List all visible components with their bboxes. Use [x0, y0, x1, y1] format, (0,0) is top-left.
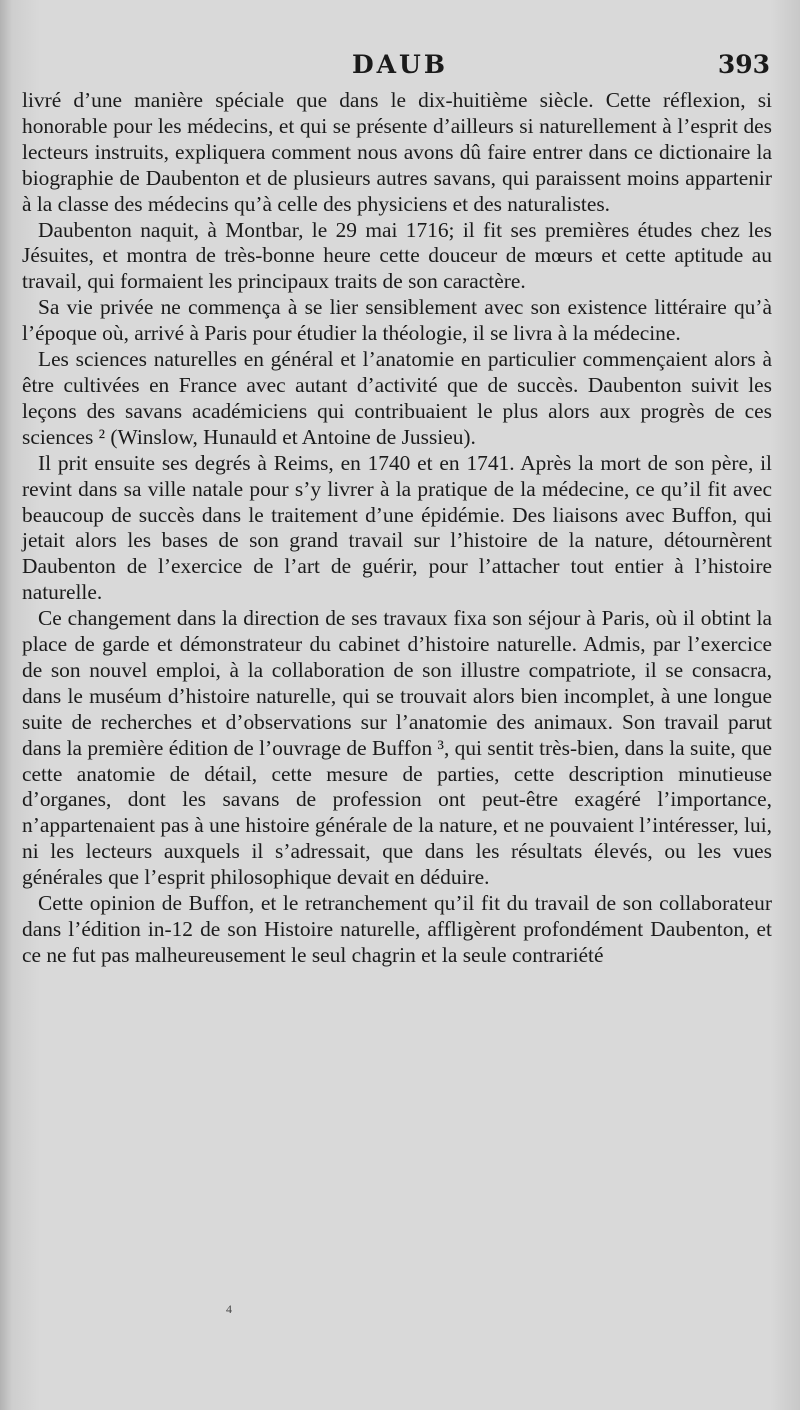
paragraph: Il prit ensuite ses degrés à Reims, en 1740 et en 1741. Après la mort de son père, il revint dans sa ville natale pour s’y livrer à la pratique de la médecine, ce qu’il fit avec beaucoup de succès dans le traitement d’une épidémie. Des liaisons avec Buffon, qui jetait alors les bases de son grand travail sur l’histoire de la nature, détournèrent Daubenton de l’exercice de l’art de guérir, pour l’attacher tout entier à l’histoire naturelle.	[22, 450, 772, 605]
paragraph: Daubenton naquit, à Montbar, le 29 mai 1716; il fit ses premières études chez les Jésuites, et montra de très-bonne heure cette douceur de mœurs et cette aptitude au travail, qui formaient les principaux traits de son caractère.	[22, 217, 772, 294]
body-text	[22, 88, 772, 969]
paragraph: Cette opinion de Buffon, et le retranchement qu’il fit du travail de son collaborateur dans l’édition in-12 de son Histoire naturelle, affligèrent profondément Daubenton, et ce ne fut pas malheureusement le seul chagrin et la seule contrariété	[22, 891, 772, 967]
page-number: 393	[717, 50, 770, 79]
paragraph: Les sciences naturelles en général et l’anatomie en particulier commençaient alors à être cultivées en France avec autant d’activité que de succès. Daubenton suivit les leçons des savans académiciens qui contribuaient le plus alors aux progrès de ces sciences ² (Winslow, Hunauld et Antoine de Jussieu).	[22, 347, 772, 449]
paragraph: Ce changement dans la direction de ses travaux fixa son séjour à Paris, où il obtint la place de garde et démonstrateur du cabinet d’histoire naturelle. Admis, par l’exercice de son nouvel emploi, à la collaboration de son illustre compatriote, il se consacra, dans le muséum d’histoire naturelle, qui se trouvait alors bien incomplet, à une longue suite de recherches et d’observations sur l’anatomie des animaux. Son travail parut dans la première édition de l’ouvrage de Buffon ³, qui sentit très-bien, dans la suite, que cette anatomie de détail, cette mesure de parties, cette description minutieuse d’organes, dont les savans de profession ont peut-être exagéré l’importance, n’appartenaient pas à une histoire générale de la nature, et ne pouvaient l’intéresser, lui, ni les lecteurs auxquels il s’adressait, que dans les résultats élevés, ou les vues générales que l’esprit philosophique devait en déduire.	[22, 606, 772, 890]
paragraph: livré d’une manière spéciale que dans le dix-huitième siècle. Cette réflexion, si honorable pour les médecins, et qui se présente d’ailleurs si naturellement à l’esprit des lecteurs instruits, expliquera comment nous avons dû faire entrer dans ce dictionaire la biographie de Daubenton et de plusieurs autres savans, qui paraissent moins appartenir à la classe des médecins qu’à celle des physiciens et des naturalistes.	[22, 88, 772, 216]
paragraph: Sa vie privée ne commença à se lier sensiblement avec son existence littéraire qu’à l’époque où, arrivé à Paris pour étudier la théologie, il se livra à la médecine.	[22, 295, 772, 346]
signature-mark: 4	[226, 1302, 232, 1316]
running-head: DAUB	[351, 50, 448, 79]
